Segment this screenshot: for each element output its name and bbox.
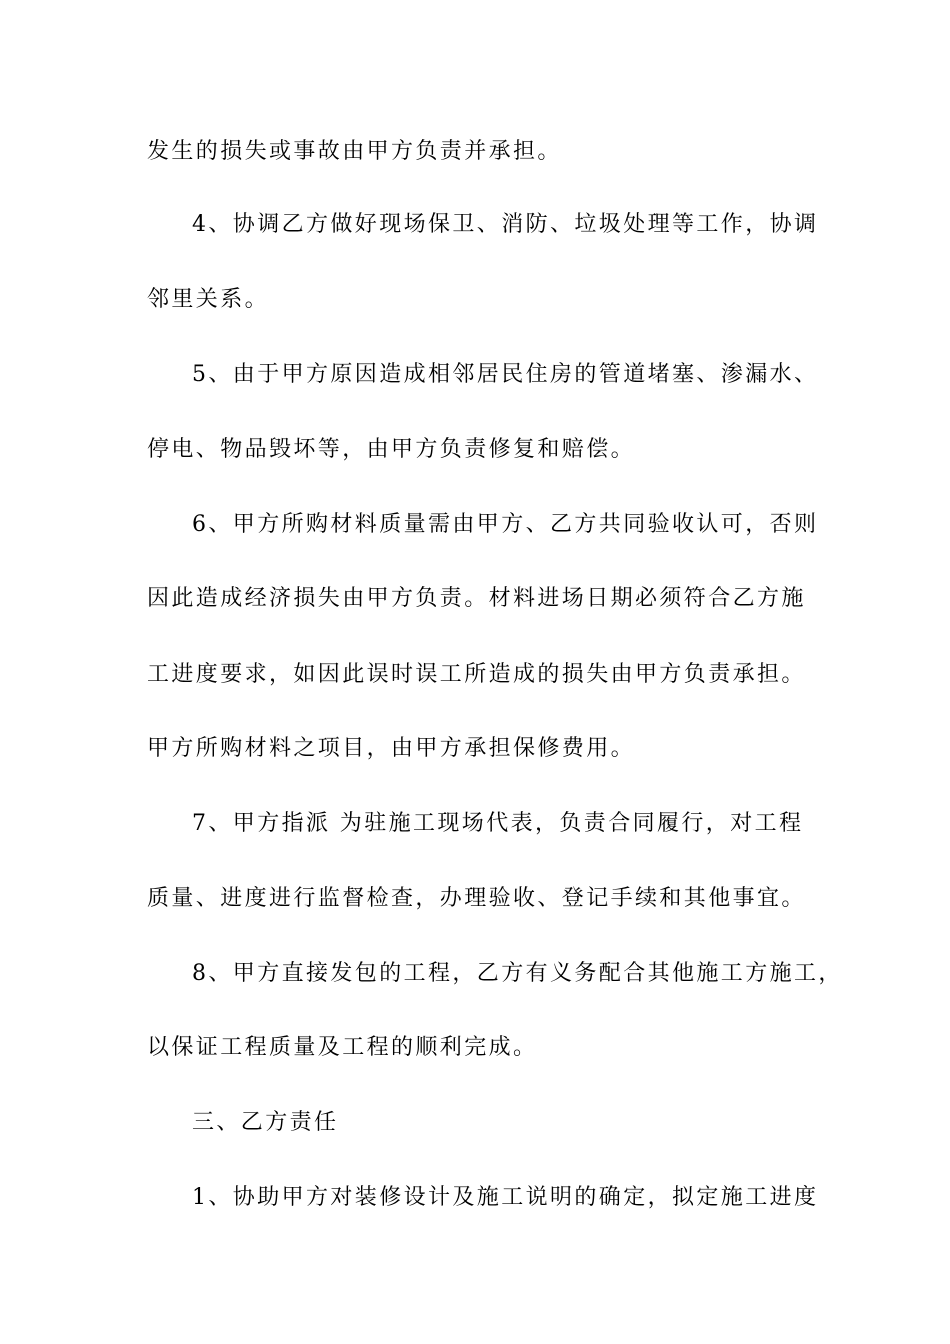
- section-3-clause-1-line-1: 1、协助甲方对装修设计及施工说明的确定，拟定施工进度: [192, 1185, 819, 1210]
- clause-6-line-3: 工进度要求，如因此误时误工所造成的损失由甲方负责承担。: [147, 662, 806, 687]
- clause-5-line-2: 停电、物品毁坏等，由甲方负责修复和赔偿。: [147, 437, 636, 462]
- clause-7-line-1: 7、甲方指派 为驻施工现场代表，负责合同履行，对工程: [192, 811, 804, 836]
- clause-7-line-2: 质量、进度进行监督检查，办理验收、登记手续和其他事宜。: [147, 886, 806, 911]
- section-heading: 三、乙方责任: [192, 1110, 339, 1135]
- clause-6-line-1: 6、甲方所购材料质量需由甲方、乙方共同验收认可，否则: [192, 512, 819, 537]
- clause-6-line-2: 因此造成经济损失由甲方负责。材料进场日期必须符合乙方施: [147, 586, 806, 611]
- clause-6-line-4: 甲方所购材料之项目，由甲方承担保修费用。: [147, 736, 636, 761]
- clause-8-line-1: 8、甲方直接发包的工程，乙方有义务配合其他施工方施工，: [192, 961, 843, 986]
- clause-4-line-1: 4、协调乙方做好现场保卫、消防、垃圾处理等工作，协调: [192, 212, 819, 237]
- text-line: 发生的损失或事故由甲方负责并承担。: [147, 139, 562, 164]
- clause-5-line-1: 5、由于甲方原因造成相邻居民住房的管道堵塞、渗漏水、: [192, 362, 819, 387]
- clause-8-line-2: 以保证工程质量及工程的顺利完成。: [147, 1035, 538, 1060]
- clause-4-line-2: 邻里关系。: [147, 287, 270, 312]
